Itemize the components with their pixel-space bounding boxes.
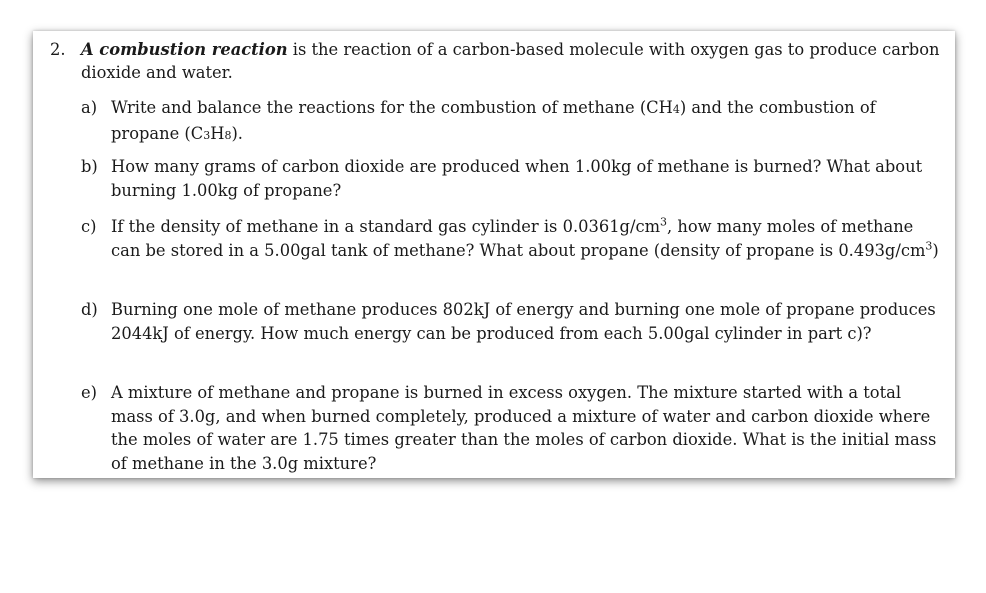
part-c-label: c) <box>81 217 97 236</box>
part-e-label: e) <box>81 383 97 402</box>
part-d-label: d) <box>81 300 98 319</box>
part-c <box>81 215 939 287</box>
part-c-text <box>111 215 941 262</box>
intro-rest: is the reaction of a carbon-based molecule with oxygen gas to produce carbon dioxide and water. <box>81 40 940 82</box>
question-card <box>33 31 955 478</box>
part-a-label: a) <box>81 98 98 117</box>
part-c-text-3: ) <box>932 240 939 260</box>
part-d <box>81 298 936 370</box>
part-e <box>81 381 936 476</box>
part-a-text-1: Write and balance the reactions for the combustion of methane (CH <box>111 98 673 117</box>
question-intro <box>81 38 941 84</box>
intro-term: A combustion reaction <box>81 40 288 59</box>
part-e-text: A mixture of methane and propane is burned in excess oxygen. The mixture started with a total mass of 3.0g, and when burned completely, produced a mixture of water and carbon dioxide where the moles of water are 1.75 times greater than the moles of carbon dioxide. What is the initial mass of methane in the 3.0g mixture? <box>111 383 937 473</box>
part-a-sub-3: 8 <box>224 128 232 142</box>
part-b-label: b) <box>81 157 98 176</box>
part-a-text <box>111 96 941 147</box>
part-b <box>81 155 936 205</box>
part-c-sup-1: 3 <box>660 215 668 229</box>
part-a-text-4: ). <box>231 123 243 143</box>
part-c-text-1: If the density of methane in a standard gas cylinder is 0.0361g/cm <box>111 217 661 236</box>
part-a-text-3: H <box>210 123 225 143</box>
question-number: 2. <box>50 40 66 59</box>
part-a <box>81 96 936 146</box>
part-c-sup-2: 3 <box>925 239 933 253</box>
part-c-text-2: , how many moles of methane can be stored in a 5.00gal tank of methane? What about propane (density of propane is 0.493g/cm <box>111 217 926 260</box>
part-a-sub-2: 3 <box>203 128 211 142</box>
part-b-text: How many grams of carbon dioxide are produced when 1.00kg of methane is burned? What about burning 1.00kg of propane? <box>111 157 923 200</box>
part-a-text-2: ) and the combustion of propane (C <box>111 98 876 143</box>
part-d-text: Burning one mole of methane produces 802kJ of energy and burning one mole of propane produces 2044kJ of energy. How much energy can be produced from each 5.00gal cylinder in part c)? <box>111 300 936 343</box>
part-a-sub-1: 4 <box>672 103 680 116</box>
